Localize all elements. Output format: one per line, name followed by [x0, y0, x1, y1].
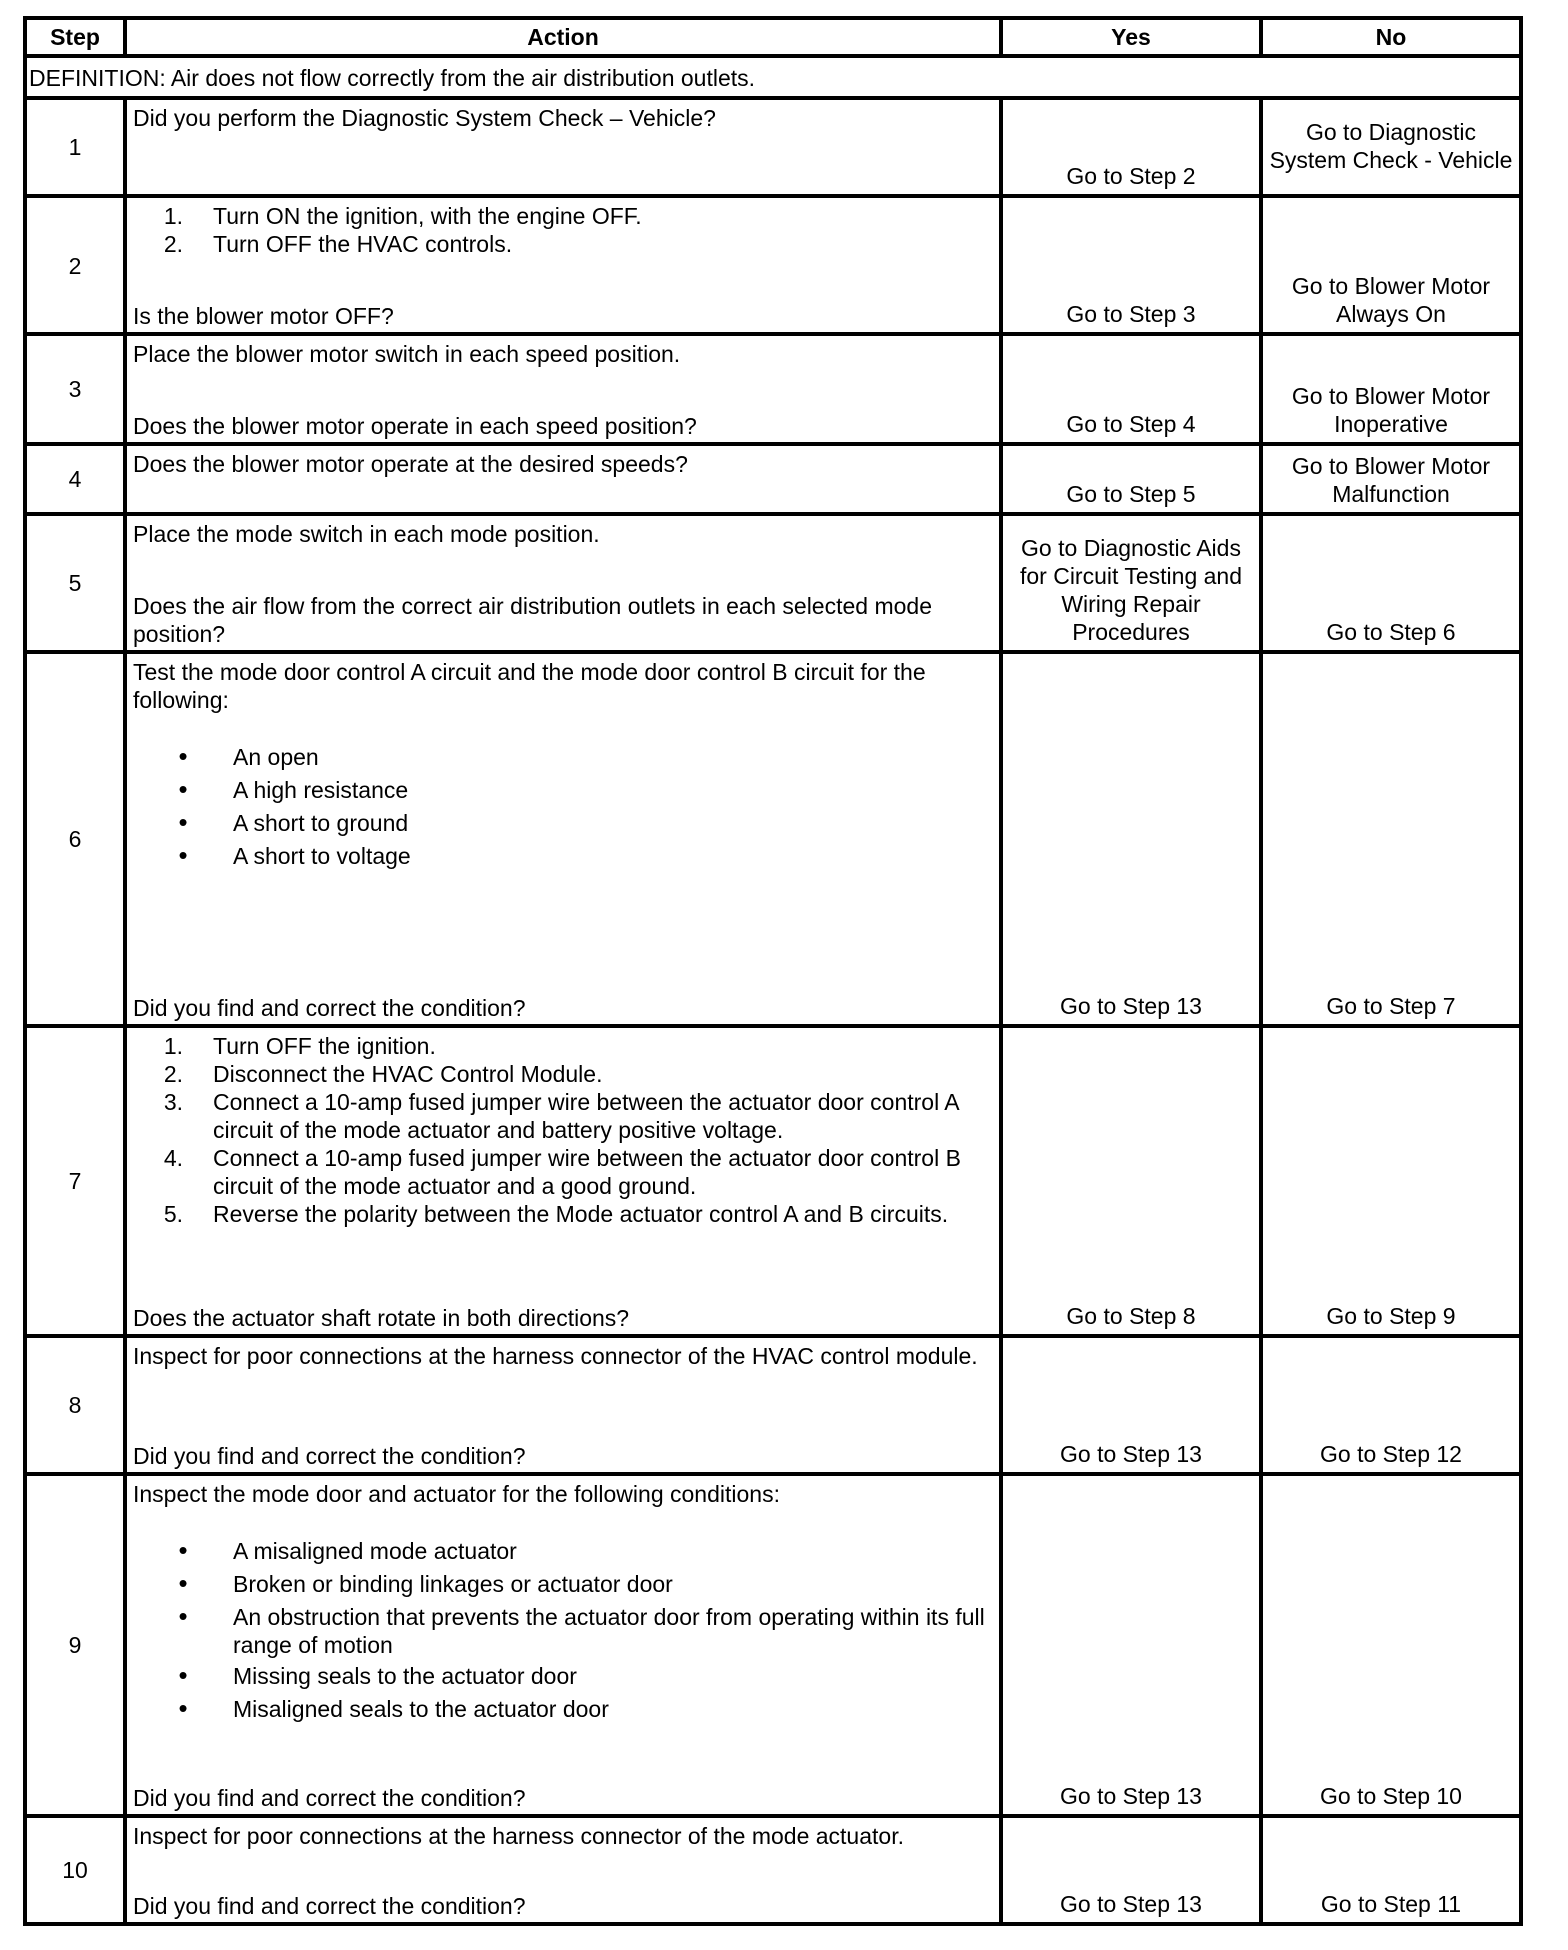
header-row	[25, 18, 1521, 56]
step-number: 5	[25, 514, 125, 652]
yes-cell: Go to Step 13	[1001, 1474, 1261, 1816]
table-row	[25, 1816, 1521, 1924]
list-item: 4. Connect a 10-amp fused jumper wire between the actuator door control B circuit of the mode actuator and a good ground.	[163, 1145, 961, 1199]
diagnostic-table	[23, 16, 1523, 1926]
table-row	[25, 98, 1521, 196]
step-number: 4	[25, 444, 125, 514]
definition-row	[25, 56, 1521, 98]
list-item: • A misaligned mode actuator	[178, 1535, 517, 1565]
action-cell	[125, 1336, 1001, 1474]
no-cell: Go to Step 6	[1261, 514, 1521, 652]
definition-text: DEFINITION: Air does not flow correctly from the air distribution outlets.	[25, 56, 1521, 98]
action-question: Does the actuator shaft rotate in both directions?	[133, 1305, 630, 1331]
step-number: 1	[25, 98, 125, 196]
list-item: • Misaligned seals to the actuator door	[178, 1693, 609, 1723]
table-row	[25, 652, 1521, 1026]
no-cell: Go to Blower Motor Always On	[1261, 196, 1521, 334]
list-item: • Missing seals to the actuator door	[178, 1660, 577, 1690]
action-cell	[125, 1026, 1001, 1336]
no-cell: Go to Blower Motor Malfunction	[1261, 444, 1521, 514]
no-cell: Go to Diagnostic System Check - Vehicle	[1261, 98, 1521, 196]
action-question: Is the blower motor OFF?	[133, 303, 394, 329]
list-item: • An open	[178, 741, 319, 771]
numbered-list	[133, 1032, 993, 1228]
list-item: • A short to ground	[178, 807, 409, 837]
action-text: Inspect for poor connections at the harness connector of the HVAC control module.	[133, 1343, 978, 1369]
numbered-list	[133, 202, 993, 258]
yes-cell: Go to Step 3	[1001, 196, 1261, 334]
no-cell: Go to Blower Motor Inoperative	[1261, 334, 1521, 444]
no-cell: Go to Step 12	[1261, 1336, 1521, 1474]
no-cell: Go to Step 9	[1261, 1026, 1521, 1336]
list-item: • A short to voltage	[178, 840, 411, 870]
action-text: Inspect for poor connections at the harness connector of the mode actuator.	[133, 1823, 904, 1849]
table-row	[25, 1336, 1521, 1474]
action-question: Did you find and correct the condition?	[133, 1785, 526, 1811]
yes-cell: Go to Step 2	[1001, 98, 1261, 196]
action-text: Did you perform the Diagnostic System Check – Vehicle?	[133, 105, 716, 131]
yes-cell: Go to Step 4	[1001, 334, 1261, 444]
yes-cell: Go to Diagnostic Aids for Circuit Testing and Wiring Repair Procedures	[1001, 514, 1261, 652]
action-text: Place the blower motor switch in each speed position.	[133, 341, 681, 367]
action-question: Does the air flow from the correct air distribution outlets in each selected mode position?	[133, 593, 932, 647]
step-number: 8	[25, 1336, 125, 1474]
header-action: Action	[125, 18, 1001, 56]
action-text: Inspect the mode door and actuator for the following conditions:	[133, 1481, 780, 1507]
list-item: 3. Connect a 10-amp fused jumper wire between the actuator door control A circuit of the mode actuator and battery positive voltage.	[163, 1089, 959, 1143]
action-question: Does the blower motor operate in each speed position?	[133, 413, 697, 439]
step-number: 3	[25, 334, 125, 444]
action-cell	[125, 1816, 1001, 1924]
list-item: 5. Reverse the polarity between the Mode actuator control A and B circuits.	[163, 1201, 949, 1227]
yes-cell: Go to Step 13	[1001, 1816, 1261, 1924]
header-no: No	[1261, 18, 1521, 56]
bullet-list	[133, 740, 993, 872]
diagnostic-table-container	[23, 16, 1519, 1926]
list-item: • An obstruction that prevents the actuator door from operating within its full range of motion	[178, 1601, 985, 1658]
yes-cell: Go to Step 8	[1001, 1026, 1261, 1336]
action-cell	[125, 444, 1001, 514]
action-text: Place the mode switch in each mode position.	[133, 521, 600, 547]
action-cell	[125, 334, 1001, 444]
action-question: Did you find and correct the condition?	[133, 995, 526, 1021]
action-text: Does the blower motor operate at the desired speeds?	[133, 451, 688, 477]
table-row	[25, 334, 1521, 444]
action-cell	[125, 196, 1001, 334]
table-row	[25, 1474, 1521, 1816]
list-item: • Broken or binding linkages or actuator door	[178, 1568, 673, 1598]
table-row	[25, 1026, 1521, 1336]
action-text: Test the mode door control A circuit and the mode door control B circuit for the following:	[133, 659, 926, 713]
action-question: Did you find and correct the condition?	[133, 1443, 526, 1469]
list-item: • A high resistance	[178, 774, 409, 804]
step-number: 9	[25, 1474, 125, 1816]
list-item: 2. Disconnect the HVAC Control Module.	[163, 1061, 603, 1087]
action-cell	[125, 98, 1001, 196]
action-question: Did you find and correct the condition?	[133, 1893, 526, 1919]
action-cell	[125, 1474, 1001, 1816]
no-cell: Go to Step 10	[1261, 1474, 1521, 1816]
table-row	[25, 514, 1521, 652]
yes-cell: Go to Step 13	[1001, 652, 1261, 1026]
action-cell	[125, 514, 1001, 652]
no-cell: Go to Step 7	[1261, 652, 1521, 1026]
step-number: 2	[25, 196, 125, 334]
action-cell	[125, 652, 1001, 1026]
yes-cell: Go to Step 5	[1001, 444, 1261, 514]
yes-cell: Go to Step 13	[1001, 1336, 1261, 1474]
step-number: 7	[25, 1026, 125, 1336]
table-row	[25, 196, 1521, 334]
header-yes: Yes	[1001, 18, 1261, 56]
bullet-list	[133, 1534, 993, 1725]
step-number: 6	[25, 652, 125, 1026]
list-item: 1. Turn OFF the ignition.	[163, 1033, 436, 1059]
list-item: 1. Turn ON the ignition, with the engine OFF.	[163, 203, 642, 229]
table-row	[25, 444, 1521, 514]
list-item: 2. Turn OFF the HVAC controls.	[163, 231, 513, 257]
header-step: Step	[25, 18, 125, 56]
step-number: 10	[25, 1816, 125, 1924]
no-cell: Go to Step 11	[1261, 1816, 1521, 1924]
